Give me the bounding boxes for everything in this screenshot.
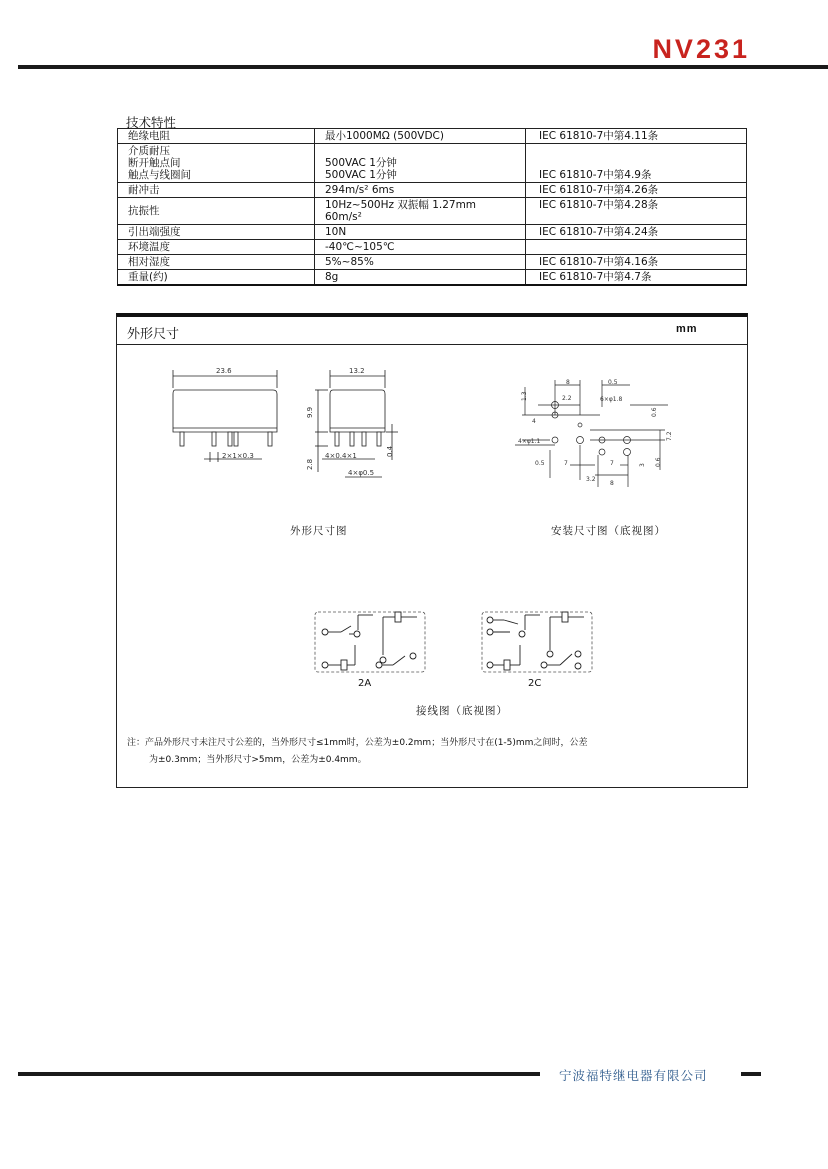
spec-standard-line: IEC 61810-7中第4.9条 [539,169,652,181]
table-row [118,225,747,240]
spec-name: 绝缘电阻 [118,129,315,144]
spec-name-line: 触点与线圈间 [128,169,191,181]
table-row [118,183,747,198]
wiring-diagram-2a [313,610,428,676]
dim-pin-round: 4×φ0.5 [348,469,375,477]
spec-name: 耐冲击 [118,183,315,198]
dim-width: 23.6 [216,367,232,375]
header-rule [18,65,828,69]
tolerance-note [127,735,727,769]
spec-value-line: 500VAC 1分钟 [325,169,397,181]
dim-height: 9.9 [306,406,314,418]
table-row [118,240,747,255]
mount-dim: 0.6 [655,457,662,467]
spec-value: 8g [315,270,526,286]
spec-value [315,144,526,183]
dim-pin-front: 2×1×0.3 [222,452,254,460]
specs-table [117,128,747,286]
spec-value-line: 60m/s² [325,211,362,223]
mount-dim: 8 [566,379,570,386]
spec-value [315,198,526,225]
spec-value-line: 500VAC 1分钟 [325,157,397,169]
spec-name-line: 断开触点间 [128,157,181,169]
spec-name: 引出端强度 [118,225,315,240]
dim-pin-pitch: 0.4 [386,445,394,457]
wiring-label-2c: 2C [528,678,542,689]
table-row [118,144,747,183]
spec-standard: IEC 61810-7中第4.28条 [526,198,747,225]
dimensions-unit: mm [676,323,698,335]
spec-standard: IEC 61810-7中第4.11条 [526,129,747,144]
mount-dim: 8 [610,480,614,487]
dim-pin-side: 4×0.4×1 [325,452,357,460]
specs-title: 技术特性 [126,115,177,130]
table-row [118,129,747,144]
mount-dim: 3 [639,463,646,467]
spec-name [118,144,315,183]
mount-dim: 0.6 [651,407,658,417]
spec-value: 10N [315,225,526,240]
dimensions-title: 外形尺寸 [127,327,180,342]
wiring-diagram-2c [480,610,595,676]
panel-header-divider [116,344,747,345]
table-row [118,270,747,286]
spec-standard: IEC 61810-7中第4.26条 [526,183,747,198]
spec-standard [526,144,747,183]
company-name: 宁波福特继电器有限公司 [559,1068,708,1083]
spec-name: 重量(约) [118,270,315,286]
dim-pin-length: 2.8 [306,458,314,470]
spec-standard: IEC 61810-7中第4.24条 [526,225,747,240]
mounting-drawing [510,375,680,495]
mount-dim: 2.2 [562,395,572,402]
mount-dim: 1.3 [521,391,528,401]
spec-standard: IEC 61810-7中第4.7条 [526,270,747,286]
mount-dim: 7.2 [666,431,673,441]
mount-dim: 7 [564,460,568,467]
spec-name: 相对湿度 [118,255,315,270]
mount-dim: 0.5 [608,379,618,386]
spec-standard: IEC 61810-7中第4.16条 [526,255,747,270]
spec-value: 5%~85% [315,255,526,270]
table-row [118,198,747,225]
spec-value-line: 10Hz~500Hz 双振幅 1.27mm [325,199,477,211]
footer-rule-end [741,1072,761,1076]
spec-name: 环境温度 [118,240,315,255]
wiring-label-2a: 2A [358,678,372,689]
table-row [118,255,747,270]
mount-dim: 7 [610,460,614,467]
note-line: 注：产品外形尺寸未注尺寸公差的，当外形尺寸≤1mm时，公差为±0.2mm；当外形尺寸在(1-5)mm之间时，公差 [127,738,588,748]
spec-value: -40℃~105℃ [315,240,526,255]
spec-standard [526,240,747,255]
mount-dim: 6×φ1.8 [600,396,623,403]
mount-dim: 4×φ1.1 [518,438,541,445]
mount-dim: 0.5 [535,460,545,467]
spec-name: 抗振性 [118,198,315,225]
spec-value: 最小1000MΩ (500VDC) [315,129,526,144]
outline-caption: 外形尺寸图 [290,525,348,537]
spec-name-line: 介质耐压 [128,145,170,157]
note-line: 为±0.3mm；当外形尺寸>5mm，公差为±0.4mm。 [149,755,367,765]
footer-rule [18,1072,540,1076]
mounting-caption: 安装尺寸图（底视图） [551,525,666,537]
wiring-caption: 接线图（底视图） [416,705,508,717]
spec-value: 294m/s² 6ms [315,183,526,198]
model-number: NV231 [652,34,750,64]
mount-dim: 4 [532,418,536,425]
mount-dim: 3.2 [586,476,596,483]
dim-side-width: 13.2 [349,367,365,375]
outline-drawing [160,362,410,487]
